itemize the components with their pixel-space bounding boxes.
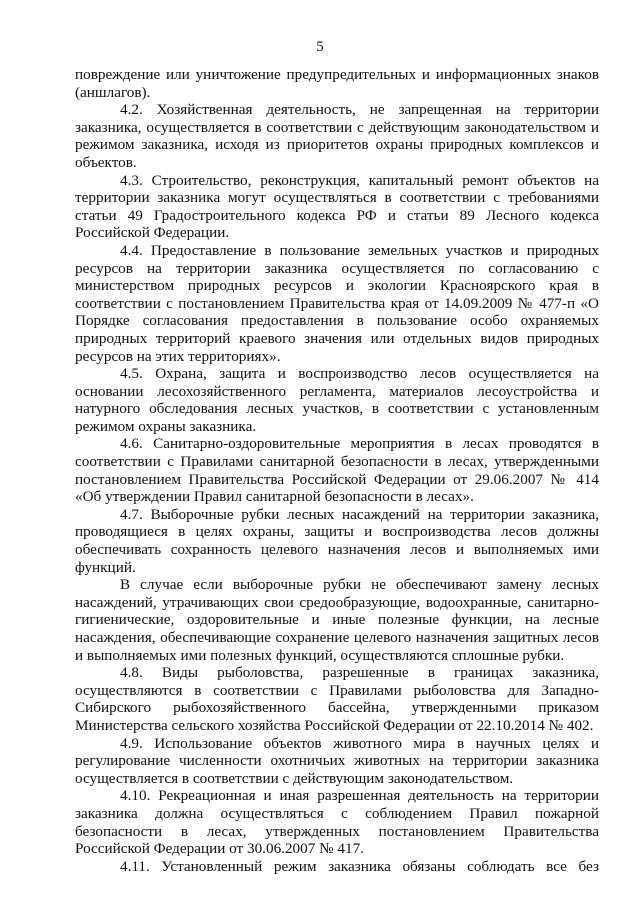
- paragraph-4-7-clearcut: В случае если выборочные рубки не обеспечивают замену лесных насаждений, утрачивающих свои средообразующие, водоохранные, санитарно-гигиенические, оздоровительные и иные полезные функции, на лесные насаждения, обеспечивающие сохранение целевого назначения защитных лесов и выполняемых ими полезных функций, осуществляются сплошные рубки.: [75, 576, 599, 664]
- paragraph-4-6: 4.6. Санитарно-оздоровительные мероприятия в лесах проводятся в соответствии с Правилами санитарной безопасности в лесах, утвержденными постановлением Правительства Российской Федерации от 29.06.2007 № 414 «Об утверждении Правил санитарной безопасности в лесах».: [75, 435, 599, 506]
- paragraph-4-3: 4.3. Строительство, реконструкция, капитальный ремонт объектов на территории заказника могут осуществляться в соответствии с требованиями статьи 49 Градостроительного кодекса РФ и статьи 89 Лесного кодекса Российской Федерации.: [75, 171, 599, 242]
- paragraph-4-2: 4.2. Хозяйственная деятельность, не запрещенная на территории заказника, осуществляется в соответствии с действующим законодательством и режимом заказника, исходя из приоритетов охраны природных комплексов и объектов.: [75, 101, 599, 171]
- page-number: 5: [316, 39, 324, 55]
- document-body: [75, 66, 599, 875]
- paragraph-4-5: 4.5. Охрана, защита и воспроизводство лесов осуществляется на основании лесохозяйственного регламента, материалов лесоустройства и натурного обследования лесных участков, в соответствии с установленным режимом охраны заказника.: [75, 365, 599, 435]
- paragraph-4-8: 4.8. Виды рыболовства, разрешенные в границах заказника, осуществляются в соответствии с Правилами рыболовства для Западно-Сибирского рыбохозяйственного бассейна, утвержденными приказом Министерства сельского хозяйства Российской Федерации от 22.10.2014 № 402.: [75, 664, 599, 734]
- paragraph-continuation: повреждение или уничтожение предупредительных и информационных знаков (аншлагов).: [75, 66, 599, 101]
- paragraph-4-4: 4.4. Предоставление в пользование земельных участков и природных ресурсов на территории заказника осуществляется по согласованию с министерством природных ресурсов и экологии Красноярского края в соответствии с постановлением Правительства края от 14.09.2009 № 477-п «О Порядке согласования предоставления в пользование особо охраняемых природных территорий краевого значения или отдельных видов природных ресурсов на этих территориях».: [75, 241, 599, 365]
- paragraph-4-9: 4.9. Использование объектов животного мира в научных целях и регулирование численности охотничьих животных на территории заказника осуществляется в соответствии с действующим законодательством.: [75, 734, 599, 787]
- paragraph-4-7: 4.7. Выборочные рубки лесных насаждений на территории заказника, проводящиеся в целях охраны, защиты и воспроизводства лесов должны обеспечивать сохранность целевого назначения лесов и выполняемых ими функций.: [75, 505, 599, 576]
- paragraph-4-11: 4.11. Установленный режим заказника обязаны соблюдать все без: [120, 857, 599, 875]
- paragraph-4-10: 4.10. Рекреационная и иная разрешенная деятельность на территории заказника должна осуществляться с соблюдением Правил пожарной безопасности в лесах, утвержденных постановлением Правительства Российской Федерации от 30.06.2007 № 417.: [75, 787, 599, 858]
